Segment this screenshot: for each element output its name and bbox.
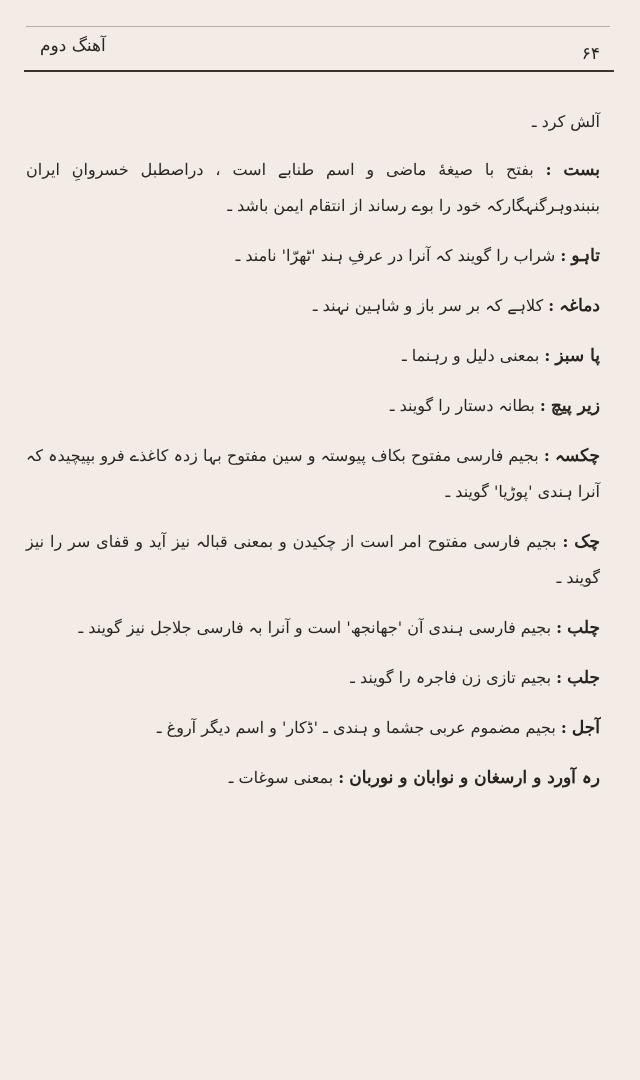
entry-text: بطانہ دستار را گویند ـ	[389, 396, 535, 415]
entry-chaksa	[26, 438, 600, 510]
entry-text: کلاہے کہ بر سر باز و شاہین نہند ـ	[312, 296, 544, 315]
entry-damagha	[26, 288, 600, 324]
entry-text: آلش کرد ـ	[531, 112, 600, 131]
entry-text: بجیم فارسی مفتوح بکاف پیوستہ و سین مفتوح بہا زدہ کاغذے فرو بپیچیدہ کہ آنرا ہندی 'پوڑیا' گویند ـ	[26, 446, 600, 501]
entry-text: بجیم فارسی مفتوح امر است از چکیدن و بمعنی قبالہ نیز آید و قفای سر را نیز گویند ـ	[26, 532, 600, 587]
entry-rah-avard	[26, 760, 600, 796]
entry-pa-sabz	[26, 338, 600, 374]
entry-text: بجیم تازی زن فاجرہ را گویند ـ	[350, 668, 552, 687]
entry-bast	[26, 152, 600, 224]
entry-term: چک	[574, 532, 600, 552]
entry-term: زیر پیچ	[550, 396, 600, 416]
entry-colon: :	[338, 768, 345, 787]
entry-text: بمعنی دلیل و رہنما ـ	[401, 346, 540, 365]
entry-colon: :	[560, 718, 567, 737]
entry-text: بجیم مضموم عربی جشما و ہندی ـ 'ڈکار' و اسم دیگر آروغ ـ	[156, 718, 556, 737]
entry-term: چکسہ	[554, 446, 600, 466]
entry-chak	[26, 524, 600, 596]
top-rule	[26, 26, 610, 27]
entry-colon: :	[556, 618, 563, 637]
entry-term: آجل	[571, 718, 600, 738]
entry-zir-pich	[26, 388, 600, 424]
entry-text: شراب را گویند کہ آنرا در عرفِ ہند 'ٹھرّا' نامند ـ	[235, 246, 556, 265]
entry-colon: :	[548, 296, 555, 315]
entry-colon: :	[560, 246, 567, 265]
entry-ajal	[26, 710, 600, 746]
header-rule	[24, 70, 614, 72]
entry-term: تاہو	[571, 246, 600, 266]
entry-colon: :	[556, 668, 563, 687]
entry-term: بست	[563, 160, 600, 180]
entry-text: بمعنی سوغات ـ	[228, 768, 334, 787]
entry-term: پا سبز	[555, 346, 600, 366]
entry-text: بجیم فارسی ہندی آن 'جھانجھ' است و آنرا بہ فارسی جلاجل نیز گویند ـ	[78, 618, 552, 637]
entry-colon: :	[545, 160, 552, 179]
entry-tahu	[26, 238, 600, 274]
entry-term: چلب	[567, 618, 600, 638]
page-number: ۶۴	[581, 44, 600, 64]
entry-continuation	[26, 104, 600, 140]
entry-term: رہ آورد و ارسغان و نوابان و نوربان	[349, 768, 600, 788]
entry-colon: :	[543, 446, 550, 465]
entry-term: جلب	[567, 668, 600, 688]
running-title: آهنگ دوم	[40, 36, 106, 56]
entry-colon: :	[539, 396, 546, 415]
entry-colon: :	[544, 346, 551, 365]
entry-colon: :	[562, 532, 569, 551]
entry-term: دماغہ	[559, 296, 600, 316]
entry-chalab	[26, 610, 600, 646]
entry-text: بفتح با صیغۀ ماضی و اسم طنابے است ، دراصطبل خسروانِ ایران بنبندوہرگنہگارکہ خود را بوے رساند از انتقام ایمن باشد ـ	[26, 160, 600, 215]
entry-jalab	[26, 660, 600, 696]
page-body	[26, 104, 600, 810]
